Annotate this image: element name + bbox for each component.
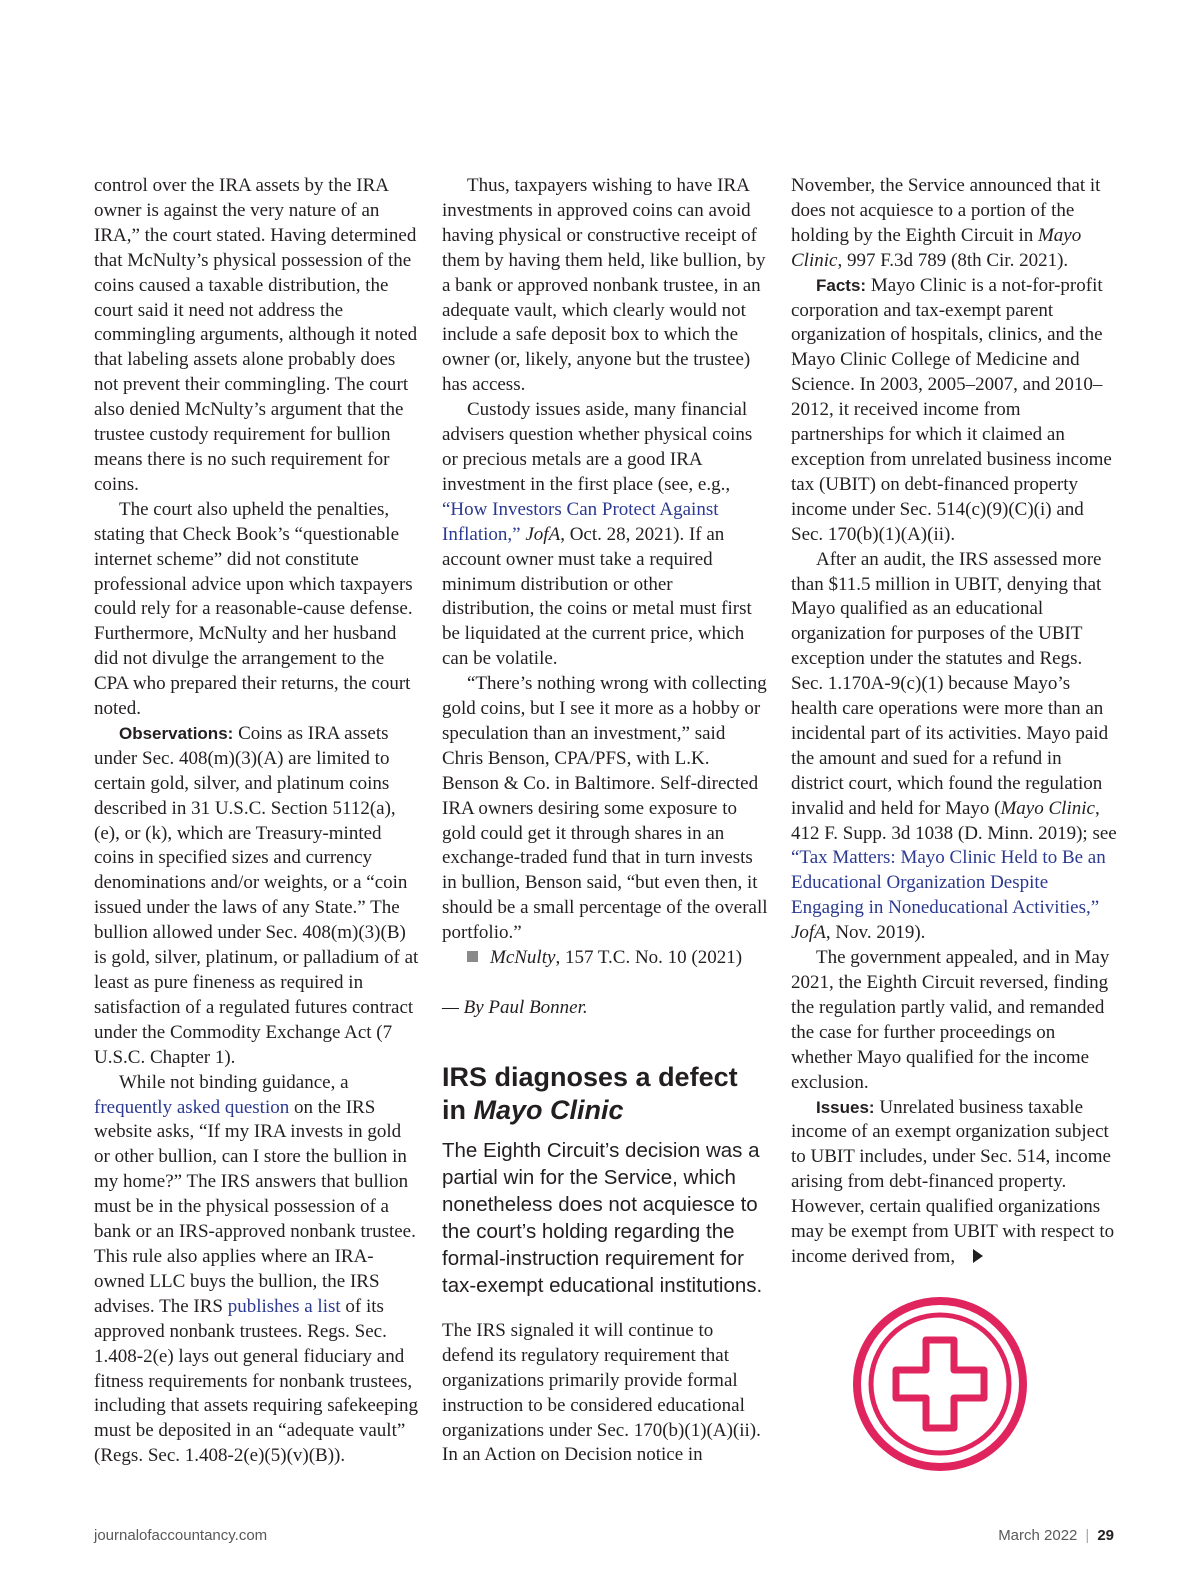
observations-lead: Observations:: [119, 723, 234, 743]
text-run: While not binding guidance, a: [119, 1071, 349, 1093]
issue-date: March 2022: [998, 1527, 1078, 1544]
footer-separator: |: [1085, 1527, 1090, 1544]
byline: — By Paul Bonner.: [442, 997, 588, 1018]
page-number: 29: [1097, 1527, 1114, 1544]
paragraph: [791, 174, 1117, 274]
case-citation: [442, 946, 768, 971]
column-3: [791, 174, 1117, 1270]
text-run: , Oct. 28, 2021). If an account owner must take a required minimum distribution or other distribution, the coins or metal must first be liquidated at the current price, which can be volatile.: [442, 523, 752, 670]
paragraph: “There’s nothing wrong with collecting gold coins, but I see it more as a hobby or speculation than an investment,” said Chris Benson, CPA/PFS, with L.K. Benson & Co. in Baltimore. Self-directed IRA owners desiring some exposure to gold could get it through shares in an exchange-traded fund that in turn invests in bullion, Benson said, “but even then, it should be a small percentage of the overall portfolio.”: [442, 673, 768, 944]
text-run: on the IRS website asks, “If my IRA invests in gold or other bullion, can I store the bullion in my home?” The IRS answers that bullion must be in the physical possession of a bank or an IRS-approved nonbank trustee. This rule also applies where an IRA-owned LLC buys the bullion, the IRS advises. The IRS: [94, 1096, 416, 1317]
inflation-article-link[interactable]: “How Investors Can Protect Against Inflation,”: [442, 498, 719, 545]
case-name: Mayo Clinic: [1000, 797, 1095, 819]
paragraph: Thus, taxpayers wishing to have IRA investments in approved coins can avoid having physical or constructive receipt of them by having them held, like bullion, by a bank or approved nonbank trustee, in an adequate vault, which clearly would not include a safe deposit box to which the owner (or, likely, anyone but the trustee) has access.: [442, 175, 766, 396]
headline-text: IRS diagnoses a defect in: [442, 1061, 738, 1125]
faq-link[interactable]: frequently asked question: [94, 1096, 290, 1118]
issues-text: Unrelated business taxable income of an exempt organization subject to UBIT includes, under Sec. 514, income arising from debt-financed property. However, certain qualified organizations may be exempt from UBIT with respect to income derived from,: [791, 1096, 1115, 1267]
text-run: After an audit, the IRS assessed more than $11.5 million in UBIT, denying that Mayo qualified as an educational organization for purposes of the UBIT exception under the statutes and Regs. Sec. 1.170A-9(c)(1) because Mayo’s health care operations were more than an incidental part of its activities. Mayo paid the amount and sued for a refund in district court, which found the regulation invalid and held for Mayo (: [791, 548, 1109, 819]
facts-lead: Facts:: [816, 275, 867, 295]
citation-text: , 157 T.C. No. 10 (2021): [555, 947, 743, 969]
paragraph: control over the IRA assets by the IRA owner is against the very nature of an IRA,” the court stated. Having determined that McNulty’s physical possession of the coins caused a taxable distribution, the court said it need not address the commingling arguments, although it noted that labeling assets alone probably does not prevent their commingling. The court also denied McNulty’s argument that the trustee custody requirement for bullion means there is no such requirement for coins.: [94, 175, 418, 495]
issues-lead: Issues:: [816, 1097, 875, 1117]
case-name: McNulty: [490, 947, 556, 969]
paragraph: [442, 398, 768, 672]
paragraph: [94, 1071, 420, 1470]
jofa-italic: JofA: [791, 922, 826, 944]
case-name: Mayo Clinic: [791, 224, 1082, 271]
issues-paragraph: [791, 1096, 1117, 1270]
column-1: [94, 174, 420, 1469]
facts-text: Mayo Clinic is a not-for-profit corporation and tax-exempt parent organization of hospitals, clinics, and the Mayo Clinic College of Medicine and Science. In 2003, 2005–2007, and 2010–2012, it received income from partnerships for which it claimed an exception from unrelated business income tax (UBIT) on debt-financed property income under Sec. 514(c)(9)(C)(i) and Sec. 170(b)(1)(A)(ii).: [791, 274, 1112, 545]
text-run: , 997 F.3d 789 (8th Cir. 2021).: [837, 249, 1069, 271]
trustee-list-link[interactable]: publishes a list: [227, 1295, 341, 1317]
end-mark-icon: [467, 951, 478, 962]
text-run: , Nov. 2019).: [825, 922, 926, 944]
text-run: November, the Service announced that it does not acquiesce to a portion of the holding by the Eighth Circuit in: [791, 175, 1101, 246]
article-headline: [442, 1061, 768, 1127]
continue-arrow-icon: [973, 1249, 983, 1263]
observations-text: Coins as IRA assets under Sec. 408(m)(3)(A) are limited to certain gold, silver, and platinum coins described in 31 U.S.C. Section 5112(a), (e), or (k), which are Treasury-minted coins in specified sizes and currency denominations and/or weights, or a “coin issued under the laws of any State.” The bullion allowed under Sec. 408(m)(3)(B) is gold, silver, platinum, or palladium of at least as pure fineness as required in satisfaction of a regulated futures contract under the Commodity Exchange Act (7 U.S.C. Chapter 1).: [94, 722, 419, 1068]
article-deck: The Eighth Circuit’s decision was a partial win for the Service, which nonetheless does not acquiesce to the court’s holding regarding the formal-instruction requirement for tax-exempt educational institutions.: [442, 1138, 763, 1297]
text-run: of its approved nonbank trustees. Regs. Sec. 1.408-2(e) lays out general fiduciary and fitness requirements for nonbank trustees, including that assets requiring safekeeping must be deposited in an “adequate vault” (Regs. Sec. 1.408-2(e)(5)(v)(B)).: [94, 1295, 418, 1467]
paragraph: The court also upheld the penalties, stating that Check Book’s “questionable internet scheme” did not constitute professional advice upon which taxpayers could rely for a reasonable-cause defense. Furthermore, McNulty and her husband did not divulge the arrangement to the CPA who prepared their returns, the court noted.: [94, 498, 413, 720]
column-2: [442, 174, 768, 1468]
footer-site[interactable]: journalofaccountancy.com: [94, 1527, 268, 1544]
footer-page-info: [998, 1527, 1114, 1544]
paragraph: The government appealed, and in May 2021, the Eighth Circuit reversed, finding the regulation partly valid, and remanded the case for further proceedings on whether Mayo qualified for the income exclusion.: [791, 947, 1110, 1093]
medical-cross-icon: [852, 1296, 1028, 1472]
text-run: , 412 F. Supp. 3d 1038 (D. Minn. 2019); see: [791, 797, 1117, 844]
observations-paragraph: [94, 722, 420, 1071]
headline-italic: Mayo Clinic: [473, 1094, 624, 1125]
tax-matters-link[interactable]: “Tax Matters: Mayo Clinic Held to Be an Educational Organization Despite Engaging in Noneducational Activities,”: [791, 847, 1106, 919]
jofa-italic: JofA: [525, 523, 561, 545]
facts-paragraph: [791, 274, 1117, 548]
paragraph: The IRS signaled it will continue to defend its regulatory requirement that organizations primarily provide formal instruction to be considered educational organizations under Sec. 170(b)(1)(A)(ii). In an Action on Decision notice in: [442, 1319, 761, 1466]
paragraph: [791, 548, 1117, 947]
text-run: Custody issues aside, many financial advisers question whether physical coins or precious metals are a good IRA investment in the first place (see, e.g.,: [442, 399, 753, 495]
